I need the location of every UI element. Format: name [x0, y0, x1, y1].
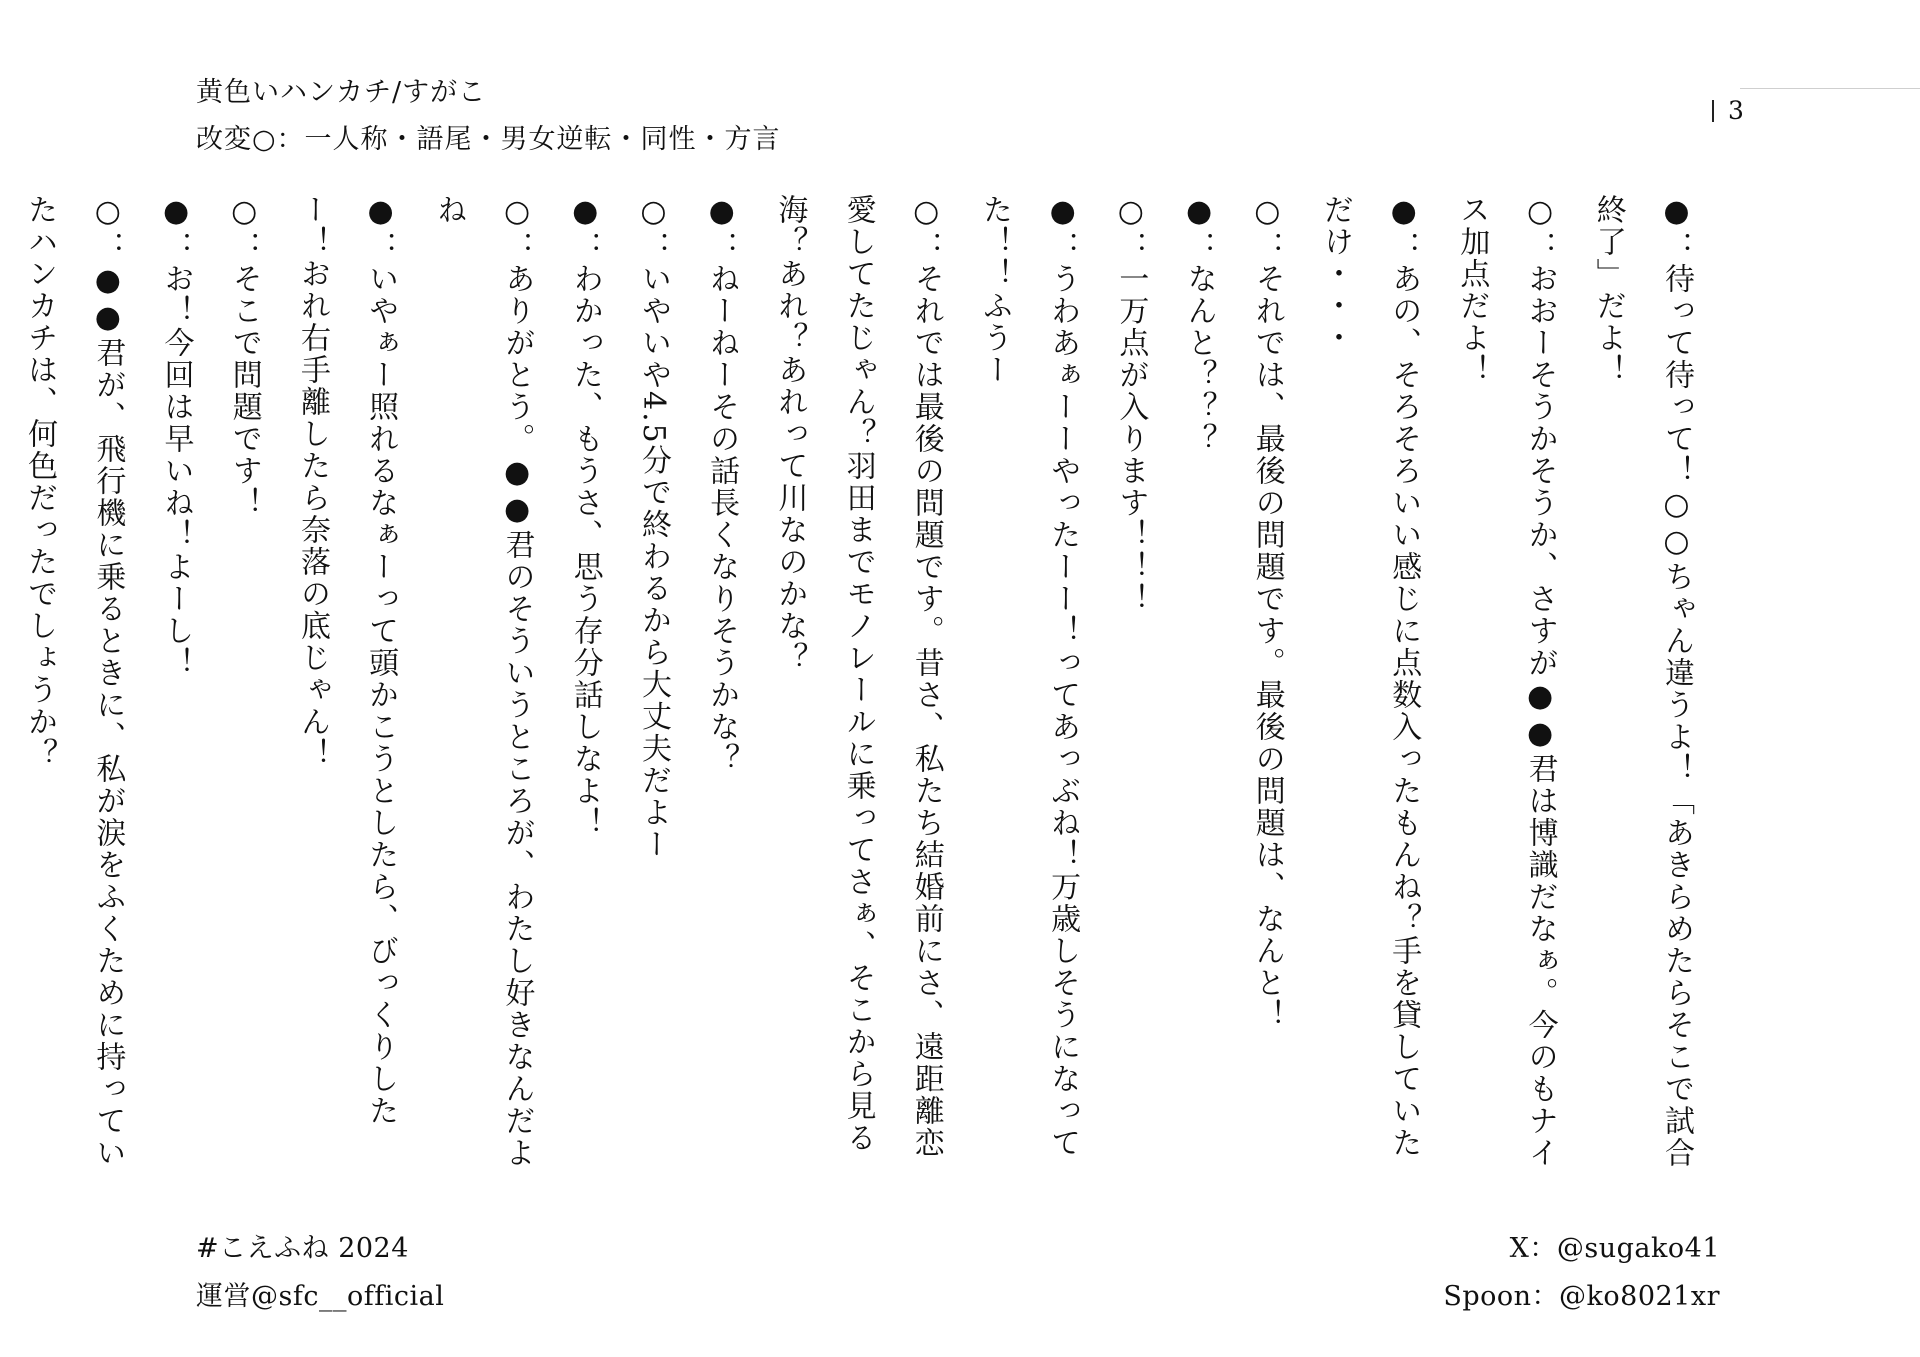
script-line: ○：おおーそうかそうか、さすが●●君は博識だなぁ。今のもナイス加点だよ！	[1454, 194, 1558, 1169]
script-line: ●：あの、そろそろいい感じに点数入ったもんね？手を貸していただけ・・・	[1317, 194, 1422, 1159]
script-line	[0, 194, 5, 1184]
page-number-value: 3	[1728, 96, 1744, 125]
organizer-handle: 運営@sfc__official	[196, 1281, 445, 1312]
script-line: ○：いやいや4.5分で終わるから大丈夫だよー	[635, 194, 671, 861]
script-line: ●：なんと？？？	[1181, 194, 1217, 455]
script-line: ○：●●君が、飛行機に乗るときに、私が涙をふくために持っていたハンカチは、何色だったでしょうか？	[22, 194, 126, 1169]
page-number	[1712, 96, 1744, 125]
script-line: ●：いやぁー照れるなぁーって頭かこうとしたら、びっくりしたー！おれ右手離したら奈落の底じゃん！	[294, 194, 399, 1127]
x-handle: X：@sugako41	[1509, 1233, 1720, 1264]
script-line: ●：うわあぁーーやったーー！ってあっぶね！万歳しそうになってた！！ふうー	[976, 194, 1081, 1159]
script-line: ●：お！今回は早いね！よーし！	[158, 194, 194, 679]
script-title: 黄色いハンカチ/すがこ	[196, 77, 487, 108]
script-line: ●：待って待って！○○ちゃん違うよ！「あきらめたらそこで試合終了」だよ！	[1590, 194, 1694, 1169]
script-line: ○：ありがとう。●●君のそういうところが、わたし好きなんだよね	[431, 194, 535, 1169]
page-number-divider	[1712, 100, 1714, 122]
script-line: ○：そこで問題です！	[226, 194, 262, 519]
spoon-handle: Spoon：@ko8021xr	[1443, 1281, 1720, 1312]
script-body	[22, 194, 1710, 1184]
page-top-rule	[1740, 88, 1920, 89]
script-line: ○：一万点が入ります！！！	[1113, 194, 1149, 615]
modification-note: 改変○：一人称・語尾・男女逆転・同性・方言	[196, 124, 781, 155]
script-line: ○：それでは最後の問題です。昔さ、私たち結婚前にさ、遠距離恋愛してたじゃん？羽田までモノレールに乗ってさぁ、そこから見る海？あれ？あれって川なのかな？	[772, 194, 944, 1159]
script-line: ○：それでは、最後の問題です。最後の問題は、なんと！	[1249, 194, 1285, 1031]
event-hashtag: #こえふね 2024	[196, 1233, 409, 1264]
script-line: ●：ねーねーその話長くなりそうかな？	[704, 194, 740, 775]
script-line: ●：わかった、もうさ、思う存分話しなよ！	[567, 194, 603, 839]
